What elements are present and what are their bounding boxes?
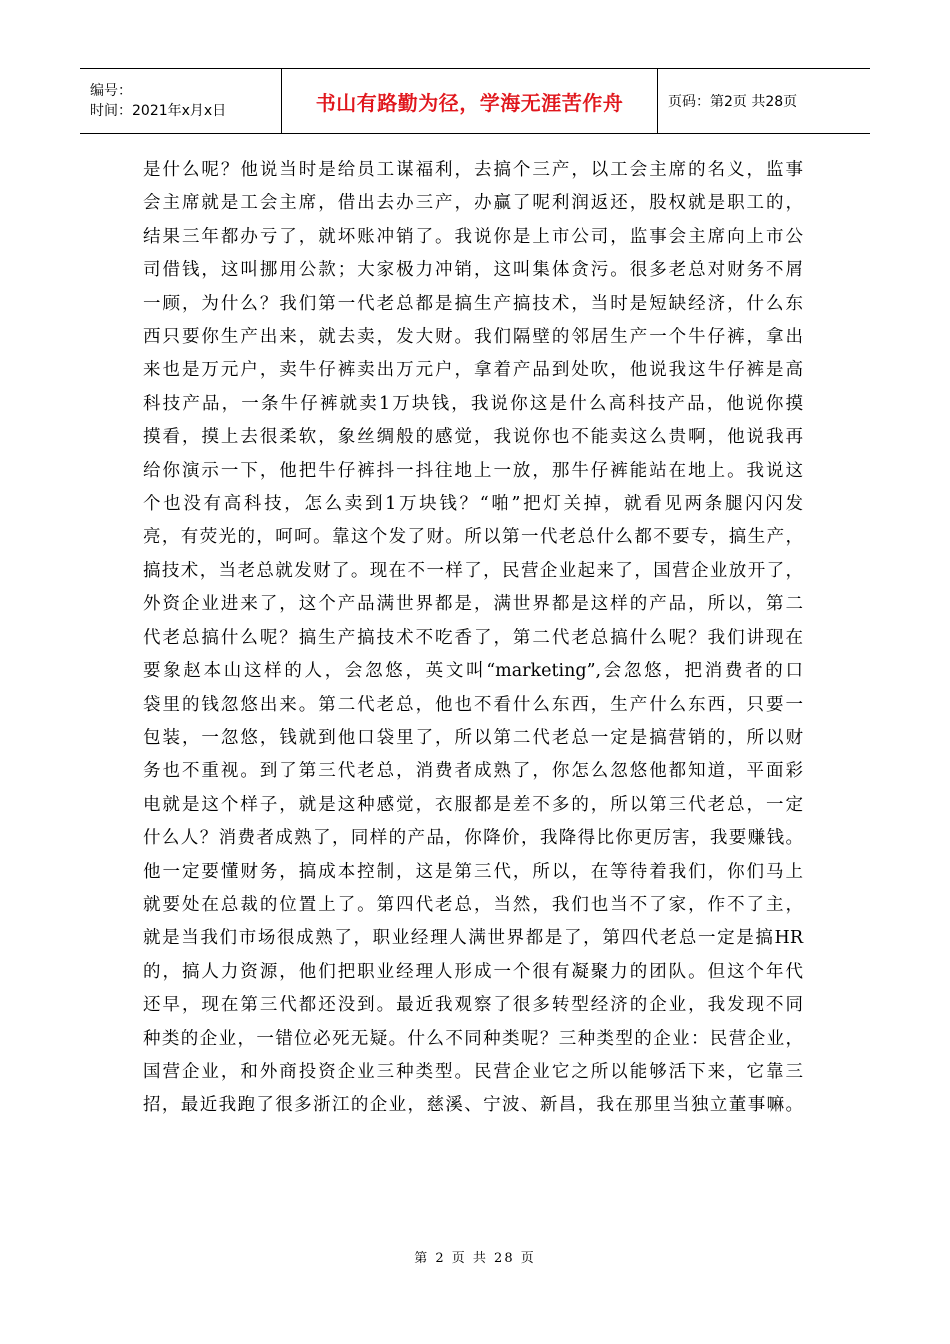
body-line: 司借钱，这叫挪用公款；大家极力冲销，这叫集体贪污。很多老总对财务不屑 [143,260,803,281]
page-footer: 第 2 页 共 28 页 [414,1251,536,1266]
header-page-cell [658,69,870,133]
header-page-number: 页码：第2页 共28页 [668,94,798,110]
body-line: 袋里的钱忽悠出来。第二代老总，他也不看什么东西，生产什么东西，只要一 [143,694,803,715]
header-meta-cell [80,69,282,133]
body-line: 就要处在总裁的位置上了。第四代老总，当然，我们也当不了家，作不了主， [143,894,803,915]
body-line: 电就是这个样子，就是这种感觉，衣服都是差不多的，所以第三代老总，一定 [143,794,803,815]
body-line: 科技产品，一条牛仔裤就卖1万块钱，我说你这是什么高科技产品，他说你摸 [143,393,803,414]
body-line: 一顾，为什么？我们第一代老总都是搞生产搞技术，当时是短缺经济，什么东 [143,293,803,314]
body-line: 来也是万元户，卖牛仔裤卖出万元户，拿着产品到处吹，他说我这牛仔裤是高 [143,360,803,381]
body-line: 给你演示一下，他把牛仔裤抖一抖往地上一放，那牛仔裤能站在地上。我说这 [143,460,803,481]
header-motto: 书山有路勤为径，学海无涯苦作舟 [315,90,624,115]
header-motto-cell [282,69,658,133]
body-line: 的，搞人力资源，他们把职业经理人形成一个很有凝聚力的团队。但这个年代 [143,961,803,982]
body-line: 亮，有荧光的，呵呵。靠这个发了财。所以第一代老总什么都不要专，搞生产， [143,527,803,548]
body-line: 包装，一忽悠，钱就到他口袋里了，所以第二代老总一定是搞营销的，所以财 [143,727,803,748]
document-date-label: 时间：2021年x月x日 [90,103,227,119]
document-body [143,154,803,1123]
body-line: 就是当我们市场很成熟了，职业经理人满世界都是了，第四代老总一定是搞HR [143,928,803,949]
body-line: 务也不重视。到了第三代老总，消费者成熟了，你怎么忽悠他都知道，平面彩 [143,761,803,782]
body-line: 是什么呢？他说当时是给员工谋福利，去搞个三产，以工会主席的名义，监事 [143,160,803,180]
body-line: 什么人？消费者成熟了，同样的产品，你降价，我降得比你更厉害，我要赚钱。 [143,828,803,849]
body-line: 结果三年都办亏了，就坏账冲销了。我说你是上市公司，监事会主席向上市公 [143,226,803,247]
body-line: 西只要你生产出来，就去卖，发大财。我们隔壁的邻居生产一个牛仔裤，拿出 [143,327,803,348]
document-number-label: 编号： [90,83,132,99]
body-line: 摸看，摸上去很柔软，象丝绸般的感觉，我说你也不能卖这么贵啊，他说我再 [143,427,803,448]
body-line: 他一定要懂财务，搞成本控制，这是第三代，所以，在等待着我们，你们马上 [143,861,803,882]
body-line: 外资企业进来了，这个产品满世界都是，满世界都是这样的产品，所以，第二 [143,594,803,615]
body-line: 要象赵本山这样的人，会忽悠，英文叫“marketing”,会忽悠，把消费者的口 [143,661,803,682]
body-line: 个也没有高科技，怎么卖到1万块钱？“啪”把灯关掉，就看见两条腿闪闪发 [143,494,803,515]
body-line: 种类的企业，一错位必死无疑。什么不同种类呢？三种类型的企业：民营企业， [143,1028,803,1049]
body-line: 国营企业，和外商投资企业三种类型。民营企业它之所以能够活下来，它靠三 [143,1061,803,1082]
header-table [80,68,870,134]
body-line: 会主席就是工会主席，借出去办三产，办赢了呢利润返还，股权就是职工的， [143,193,803,214]
body-line: 招，最近我跑了很多浙江的企业，慈溪、宁波、新昌，我在那里当独立董事嘛。 [143,1095,803,1116]
body-line: 代老总搞什么呢？搞生产搞技术不吃香了，第二代老总搞什么呢？我们讲现在 [143,627,803,648]
body-line: 还早，现在第三代都还没到。最近我观察了很多转型经济的企业，我发现不同 [143,995,803,1016]
body-line: 搞技术，当老总就发财了。现在不一样了，民营企业起来了，国营企业放开了， [143,560,803,581]
